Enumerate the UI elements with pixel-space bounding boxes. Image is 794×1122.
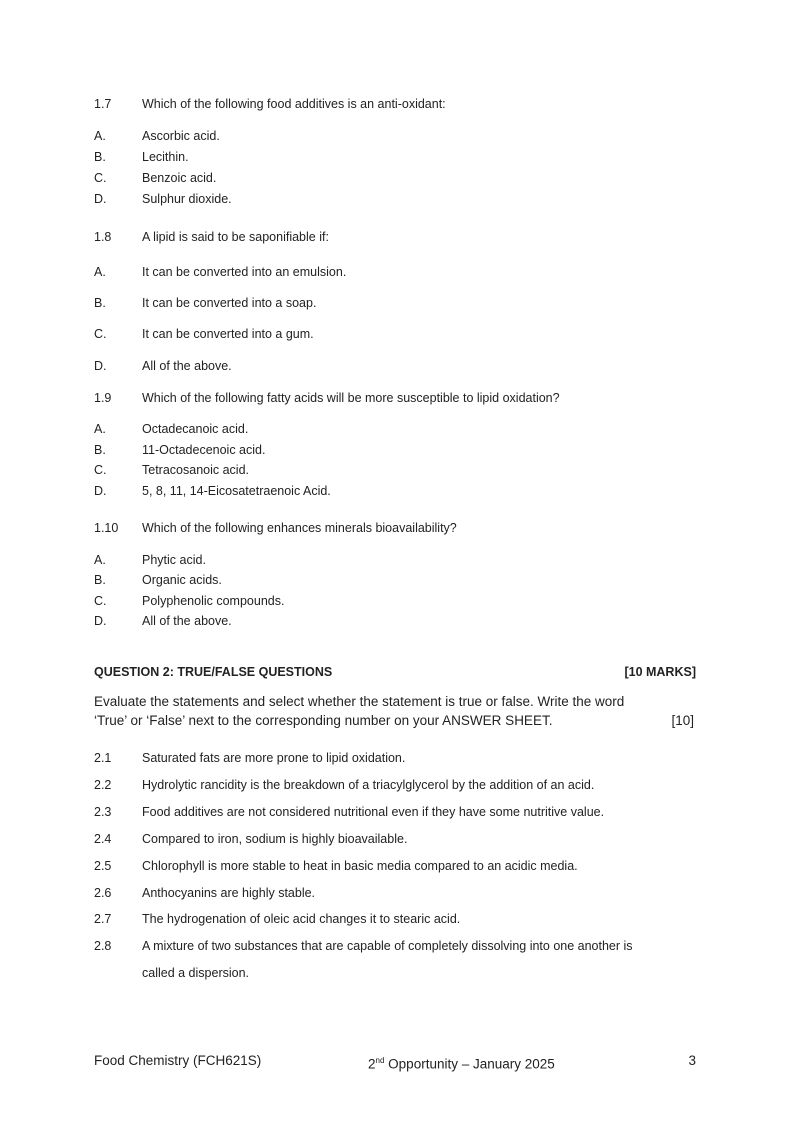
statement-number: 2.5 (94, 859, 112, 873)
option-text: 5, 8, 11, 14-Eicosatetraenoic Acid. (142, 484, 331, 498)
option-letter: B. (94, 296, 106, 310)
statement-number: 2.1 (94, 751, 112, 765)
option-letter: A. (94, 553, 106, 567)
question-text: A lipid is said to be saponifiable if: (142, 230, 329, 244)
option-text: Sulphur dioxide. (142, 192, 232, 206)
statement-number: 2.4 (94, 832, 112, 846)
footer-course: Food Chemistry (FCH621S) (94, 1053, 262, 1068)
instruction-line-1: Evaluate the statements and select whether the statement is true or false. Write the word (94, 694, 625, 709)
option-text: Lecithin. (142, 150, 189, 164)
option-letter: C. (94, 463, 107, 477)
instruction-marks: [10] (671, 713, 694, 728)
statement-number: 2.7 (94, 912, 112, 926)
option-text: 11-Octadecenoic acid. (142, 443, 266, 457)
option-letter: B. (94, 150, 106, 164)
question-number: 1.8 (94, 230, 112, 244)
question-text: Which of the following enhances minerals bioavailability? (142, 521, 457, 535)
option-text: It can be converted into an emulsion. (142, 265, 347, 279)
option-text: Tetracosanoic acid. (142, 463, 250, 477)
statement-text: Saturated fats are more prone to lipid oxidation. (142, 751, 406, 765)
option-text: Octadecanoic acid. (142, 422, 249, 436)
statement-text: Anthocyanins are highly stable. (142, 886, 316, 900)
option-letter: B. (94, 573, 106, 587)
statement-text: The hydrogenation of oleic acid changes it to stearic acid. (142, 912, 461, 926)
option-text: Organic acids. (142, 573, 222, 587)
option-letter: D. (94, 359, 107, 373)
option-text: Phytic acid. (142, 553, 206, 567)
option-text: It can be converted into a gum. (142, 327, 314, 341)
option-text: All of the above. (142, 614, 232, 628)
question-number: 1.10 (94, 521, 119, 535)
question-number: 1.7 (94, 97, 112, 111)
statement-text-continued: called a dispersion. (142, 966, 250, 980)
option-letter: A. (94, 129, 106, 143)
statement-number: 2.8 (94, 939, 112, 953)
footer-opportunity (368, 1053, 555, 1073)
option-letter: C. (94, 171, 107, 185)
option-letter: C. (94, 594, 107, 608)
option-letter: A. (94, 265, 106, 279)
opportunity-number: 2 (368, 1056, 376, 1072)
option-letter: B. (94, 443, 106, 457)
statement-text: Chlorophyll is more stable to heat in basic media compared to an acidic media. (142, 859, 578, 873)
option-letter: D. (94, 614, 107, 628)
statement-text: Food additives are not considered nutritional even if they have some nutritive value. (142, 805, 605, 819)
question-2-marks: [10 MARKS] (624, 665, 696, 679)
question-2-heading: QUESTION 2: TRUE/FALSE QUESTIONS (94, 665, 333, 679)
statement-text: A mixture of two substances that are capable of completely dissolving into one another is (142, 939, 633, 953)
statement-text: Compared to iron, sodium is highly bioavailable. (142, 832, 408, 846)
option-text: Benzoic acid. (142, 171, 217, 185)
option-text: Polyphenolic compounds. (142, 594, 285, 608)
question-text: Which of the following fatty acids will be more susceptible to lipid oxidation? (142, 391, 560, 405)
option-letter: D. (94, 192, 107, 206)
option-letter: A. (94, 422, 106, 436)
footer-page-number: 3 (688, 1053, 696, 1068)
option-letter: C. (94, 327, 107, 341)
opportunity-suffix: nd (375, 1056, 385, 1065)
option-text: All of the above. (142, 359, 232, 373)
option-text: Ascorbic acid. (142, 129, 220, 143)
instruction-line-2: ‘True’ or ‘False’ next to the corresponding number on your ANSWER SHEET. (94, 713, 553, 728)
option-letter: D. (94, 484, 107, 498)
statement-text: Hydrolytic rancidity is the breakdown of a triacylglycerol by the addition of an acid. (142, 778, 595, 792)
statement-number: 2.2 (94, 778, 112, 792)
statement-number: 2.6 (94, 886, 112, 900)
question-number: 1.9 (94, 391, 112, 405)
opportunity-text: Opportunity – January 2025 (384, 1056, 555, 1072)
question-text: Which of the following food additives is an anti-oxidant: (142, 97, 446, 111)
option-text: It can be converted into a soap. (142, 296, 317, 310)
statement-number: 2.3 (94, 805, 112, 819)
